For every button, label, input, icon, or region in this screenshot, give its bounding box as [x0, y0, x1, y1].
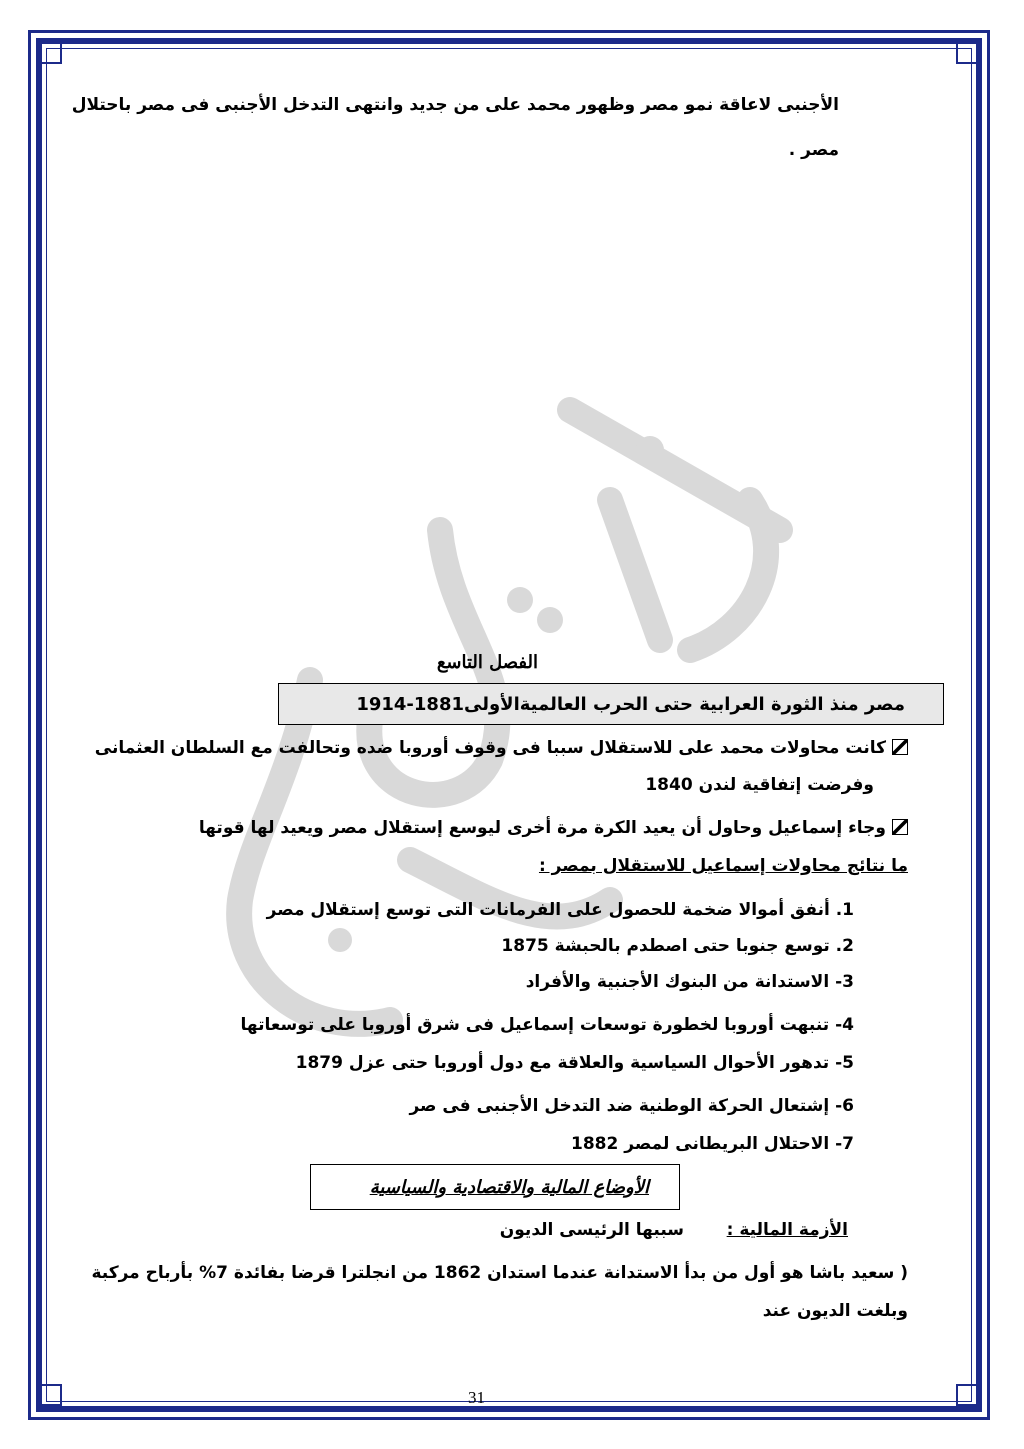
- result-item-3: 3- الاستدانة من البنوك الأجنبية والأفراد: [525, 972, 854, 992]
- bullet-text-1: كانت محاولات محمد على للاستقلال سببا فى وقوف أوروبا ضده وتحالفت مع السلطان العثمانى: [94, 738, 886, 758]
- intro-line-1: الأجنبى لاعاقة نمو مصر وظهور محمد على من جديد وانتهى التدخل الأجنبى فى مصر باحتلال: [71, 95, 839, 115]
- result-item-2: 2. توسع جنوبا حتى اصطدم بالحبشة 1875: [501, 936, 854, 956]
- checkbox-icon: [892, 739, 908, 755]
- section-title: الأوضاع المالية والاقتصادية والسياسية: [369, 1177, 649, 1198]
- chapter-heading: الفصل التاسع: [436, 652, 538, 673]
- corner-ornament-bottom-right: [956, 1384, 978, 1406]
- paragraph-line-1: ( سعيد باشا هو أول من بدأ الاستدانة عندما استدان 1862 من انجلترا قرضا بفائدة 7% بأرباح مركبة: [91, 1263, 908, 1283]
- bullet-line-3: [199, 818, 908, 838]
- paragraph-line-2: وبلغت الديون عند: [762, 1301, 908, 1321]
- results-heading: ما نتائج محاولات إسماعيل للاستقلال بمصر :: [538, 856, 908, 876]
- bullet-line-2: وفرضت إتفاقية لندن 1840: [645, 775, 874, 795]
- corner-ornament-top-right: [956, 42, 978, 64]
- intro-line-2: مصر .: [788, 140, 839, 160]
- financial-text: سببها الرئيسى الديون: [499, 1220, 684, 1240]
- chapter-title-box: [278, 683, 944, 725]
- financial-label: الأزمة المالية :: [726, 1220, 848, 1240]
- result-item-7: 7- الاحتلال البريطانى لمصر 1882: [571, 1134, 854, 1154]
- page-number: 31: [468, 1388, 485, 1407]
- result-item-5: 5- تدهور الأحوال السياسية والعلاقة مع دول أوروبا حتى عزل 1879: [295, 1053, 854, 1073]
- checkbox-icon: [892, 819, 908, 835]
- section-title-box: [310, 1164, 680, 1210]
- result-item-1: 1. أنفق أموالا ضخمة للحصول على الفرمانات التى توسع إستقلال مصر: [266, 900, 854, 920]
- corner-ornament-bottom-left: [40, 1384, 62, 1406]
- bullet-text-3: وجاء إسماعيل وحاول أن يعيد الكرة مرة أخرى ليوسع إستقلال مصر ويعيد لها قوتها: [198, 818, 886, 838]
- chapter-title: مصر منذ الثورة العرابية حتى الحرب العالميةالأولى1881-1914: [356, 694, 905, 715]
- corner-ornament-top-left: [40, 42, 62, 64]
- result-item-6: 6- إشتعال الحركة الوطنية ضد التدخل الأجنبى فى صر: [409, 1096, 854, 1116]
- result-item-4: 4- تنبهت أوروبا لخطورة توسعات إسماعيل فى شرق أوروبا على توسعاتها: [240, 1015, 854, 1035]
- bullet-line-1: [95, 738, 908, 758]
